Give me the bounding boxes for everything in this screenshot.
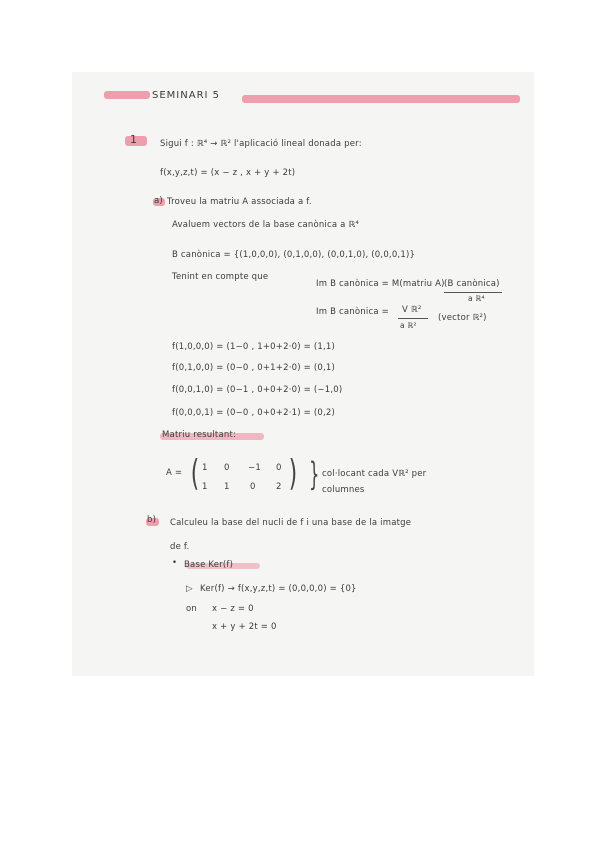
part-b-label: b)	[147, 515, 157, 525]
part-b-heading-2: de f.	[170, 542, 190, 552]
part-a-intro: Avaluem vectors de la base canònica a ℝ⁴	[172, 220, 360, 230]
matrix-brace: }	[309, 455, 320, 493]
image-relation-1-bottom: a ℝ⁴	[468, 294, 485, 303]
base-ker-bullet: Base Ker(f)	[184, 560, 234, 570]
matrix-cell: 1	[202, 482, 208, 492]
matrix-left-paren: (	[190, 453, 200, 494]
function-definition: f(x,y,z,t) = (x − z , x + y + 2t)	[160, 168, 296, 178]
page-title: SEMINARI 5	[152, 90, 221, 101]
part-a-heading: Troveu la matriu A associada a f.	[167, 197, 312, 207]
matrix-note-2: columnes	[322, 485, 365, 495]
image-relation-2-top: V ℝ²	[402, 305, 422, 315]
equation-2: x + y + 2t = 0	[212, 622, 277, 632]
equation-1: x − z = 0	[212, 604, 254, 614]
title-highlight	[104, 91, 150, 99]
image-relation-2-note: (vector ℝ²)	[438, 313, 487, 323]
canonical-basis: B canònica = {(1,0,0,0), (0,1,0,0), (0,0,1,0), (0,0,0,1)}	[172, 250, 416, 260]
image-relation-1: Im B canònica = M(matriu A)	[316, 279, 445, 289]
matrix-name: A =	[166, 468, 183, 478]
fraction-line-1	[444, 292, 502, 293]
matrix-note-1: col·locant cada Vℝ² per	[322, 469, 427, 479]
on-label: on	[186, 604, 197, 614]
result-label: Matriu resultant:	[162, 430, 237, 440]
matrix-cell: 1	[224, 482, 230, 492]
bullet-dot: •	[172, 558, 178, 568]
title-highlight-right	[242, 95, 520, 103]
part-b-heading: Calculeu la base del nucli de f i una base de la imatge	[170, 518, 412, 528]
evaluation-row: f(0,0,1,0) = (0−1 , 0+0+2·0) = (−1,0)	[172, 385, 343, 395]
note-line: Tenint en compte que	[172, 272, 269, 282]
matrix-cell: 0	[276, 463, 282, 473]
matrix-cell: −1	[248, 463, 261, 473]
image-relation-2-bottom: a ℝ²	[400, 321, 417, 330]
evaluation-row: f(0,0,0,1) = (0−0 , 0+0+2·1) = (0,2)	[172, 408, 336, 418]
evaluation-row: f(0,1,0,0) = (0−0 , 0+1+2·0) = (0,1)	[172, 363, 336, 373]
kernel-line: Ker(f) → f(x,y,z,t) = (0,0,0,0) = {0}	[200, 584, 357, 594]
fraction-line-2	[398, 318, 428, 319]
matrix-cell: 1	[202, 463, 208, 473]
matrix-right-paren: )	[288, 453, 298, 494]
problem-number: 1	[130, 133, 138, 146]
matrix-cell: 2	[276, 482, 282, 492]
evaluation-row: f(1,0,0,0) = (1−0 , 1+0+2·0) = (1,1)	[172, 342, 336, 352]
image-relation-2: Im B canònica =	[316, 307, 389, 317]
part-a-label: a)	[154, 196, 163, 206]
statement-line-1: Sigui f : ℝ⁴ → ℝ² l'aplicació lineal donada per:	[160, 139, 362, 149]
matrix-cell: 0	[250, 482, 256, 492]
image-relation-1-top: (B canònica)	[444, 279, 500, 289]
arrow-marker: ▷	[186, 584, 193, 594]
matrix-cell: 0	[224, 463, 230, 473]
